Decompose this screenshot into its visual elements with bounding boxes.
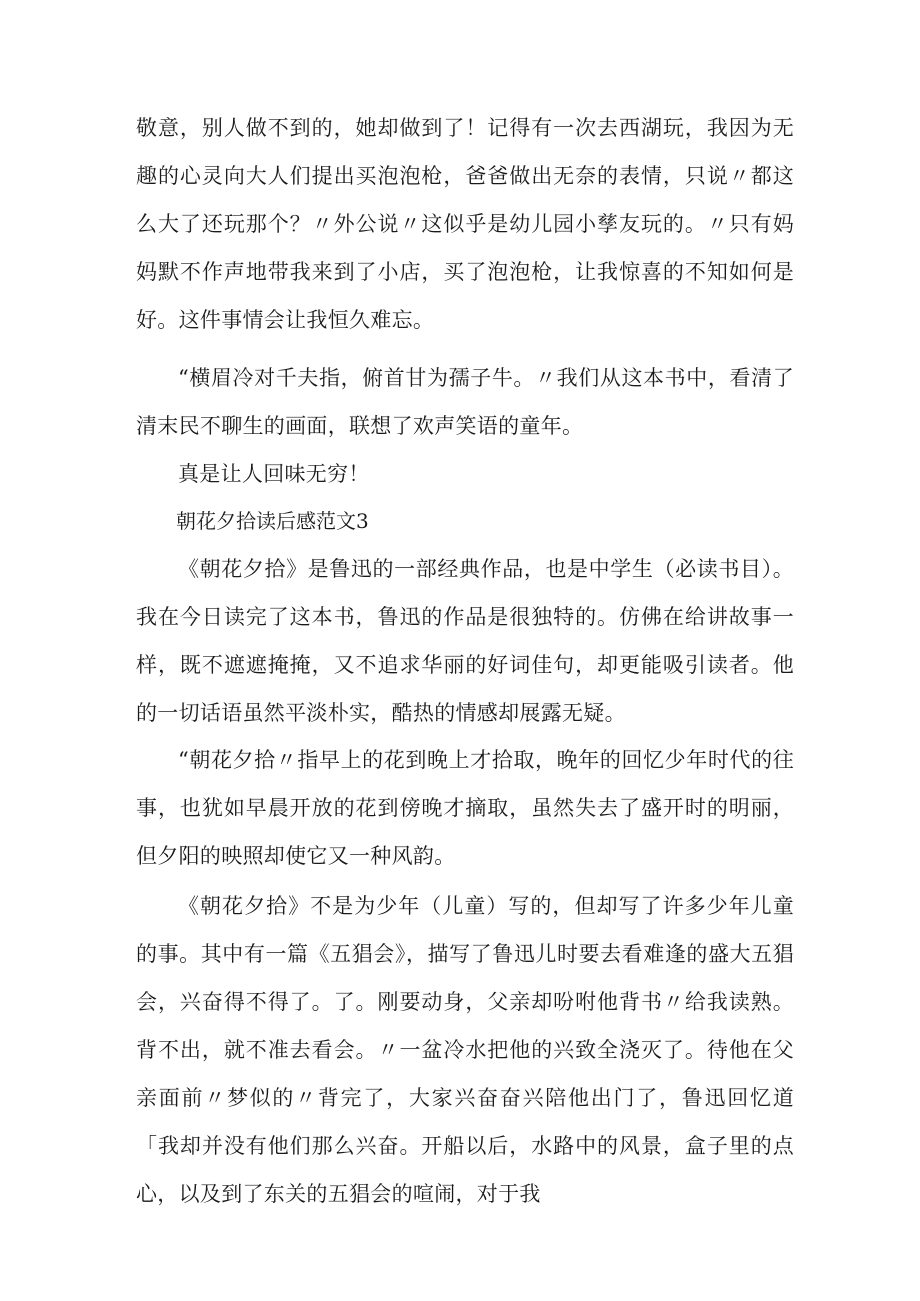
paragraph-intro: 《朝花夕拾》是鲁迅的一部经典作品，也是中学生（必读书目）。我在今日读完了这本书，鲁迅的作品是很独特的。仿佛在给讲故事一样，既不遮遮掩掩，又不追求华丽的好词佳句，却更能吸引读者。他的一切话语虽然平淡朴实，酷热的情感却展露无疑。	[136, 557, 794, 725]
section-heading: 朝花夕拾读后感范文3	[176, 509, 369, 533]
paragraph-title-meaning: “朝花夕拾〃指早上的花到晚上才拾取，晚年的回忆少年时代的往事，也犹如早晨开放的花到傍晚才摘取，虽然失去了盛开时的明丽，但夕阳的映照却使它又一种风韵。	[136, 748, 794, 868]
paragraph-continuation: 敬意，别人做不到的，她却做到了！记得有一次去西湖玩，我因为无趣的心灵向大人们提出买泡泡枪，爸爸做出无奈的表情，只说〃都这么大了还玩那个？〃外公说〃这似乎是幼儿园小孳友玩的。〃只有妈妈默不作声地带我来到了小店，买了泡泡枪，让我惊喜的不知如何是好。这件事情会让我恒久难忘。	[136, 116, 794, 332]
paragraph-wuchanghui: 《朝花夕拾》不是为少年（儿童）写的，但却写了许多少年儿童的事。其中有一篇《五猖会》，描写了鲁迅儿时要去看难逢的盛大五猖会，兴奋得不得了。了。刚要动身，父亲却吩咐他背书〃给我读熟。背不出，就不准去看会。〃一盆冷水把他的兴致全浇灭了。待他在父亲面前〃梦似的〃背完了，大家兴奋奋兴陪他出门了，鲁迅回忆道「我却并没有他们那么兴奋。开船以后，水路中的风景，盒子里的点心，以及到了东关的五猖会的喧闹，对于我	[136, 894, 794, 1206]
paragraph-exclamation: 真是让人回味无穷！	[178, 462, 370, 486]
paragraph-quote-summary: “横眉冷对千夫指，俯首甘为孺子牛。〃我们从这本书中，看清了清末民不聊生的画面，联想了欢声笑语的童年。	[136, 366, 794, 438]
